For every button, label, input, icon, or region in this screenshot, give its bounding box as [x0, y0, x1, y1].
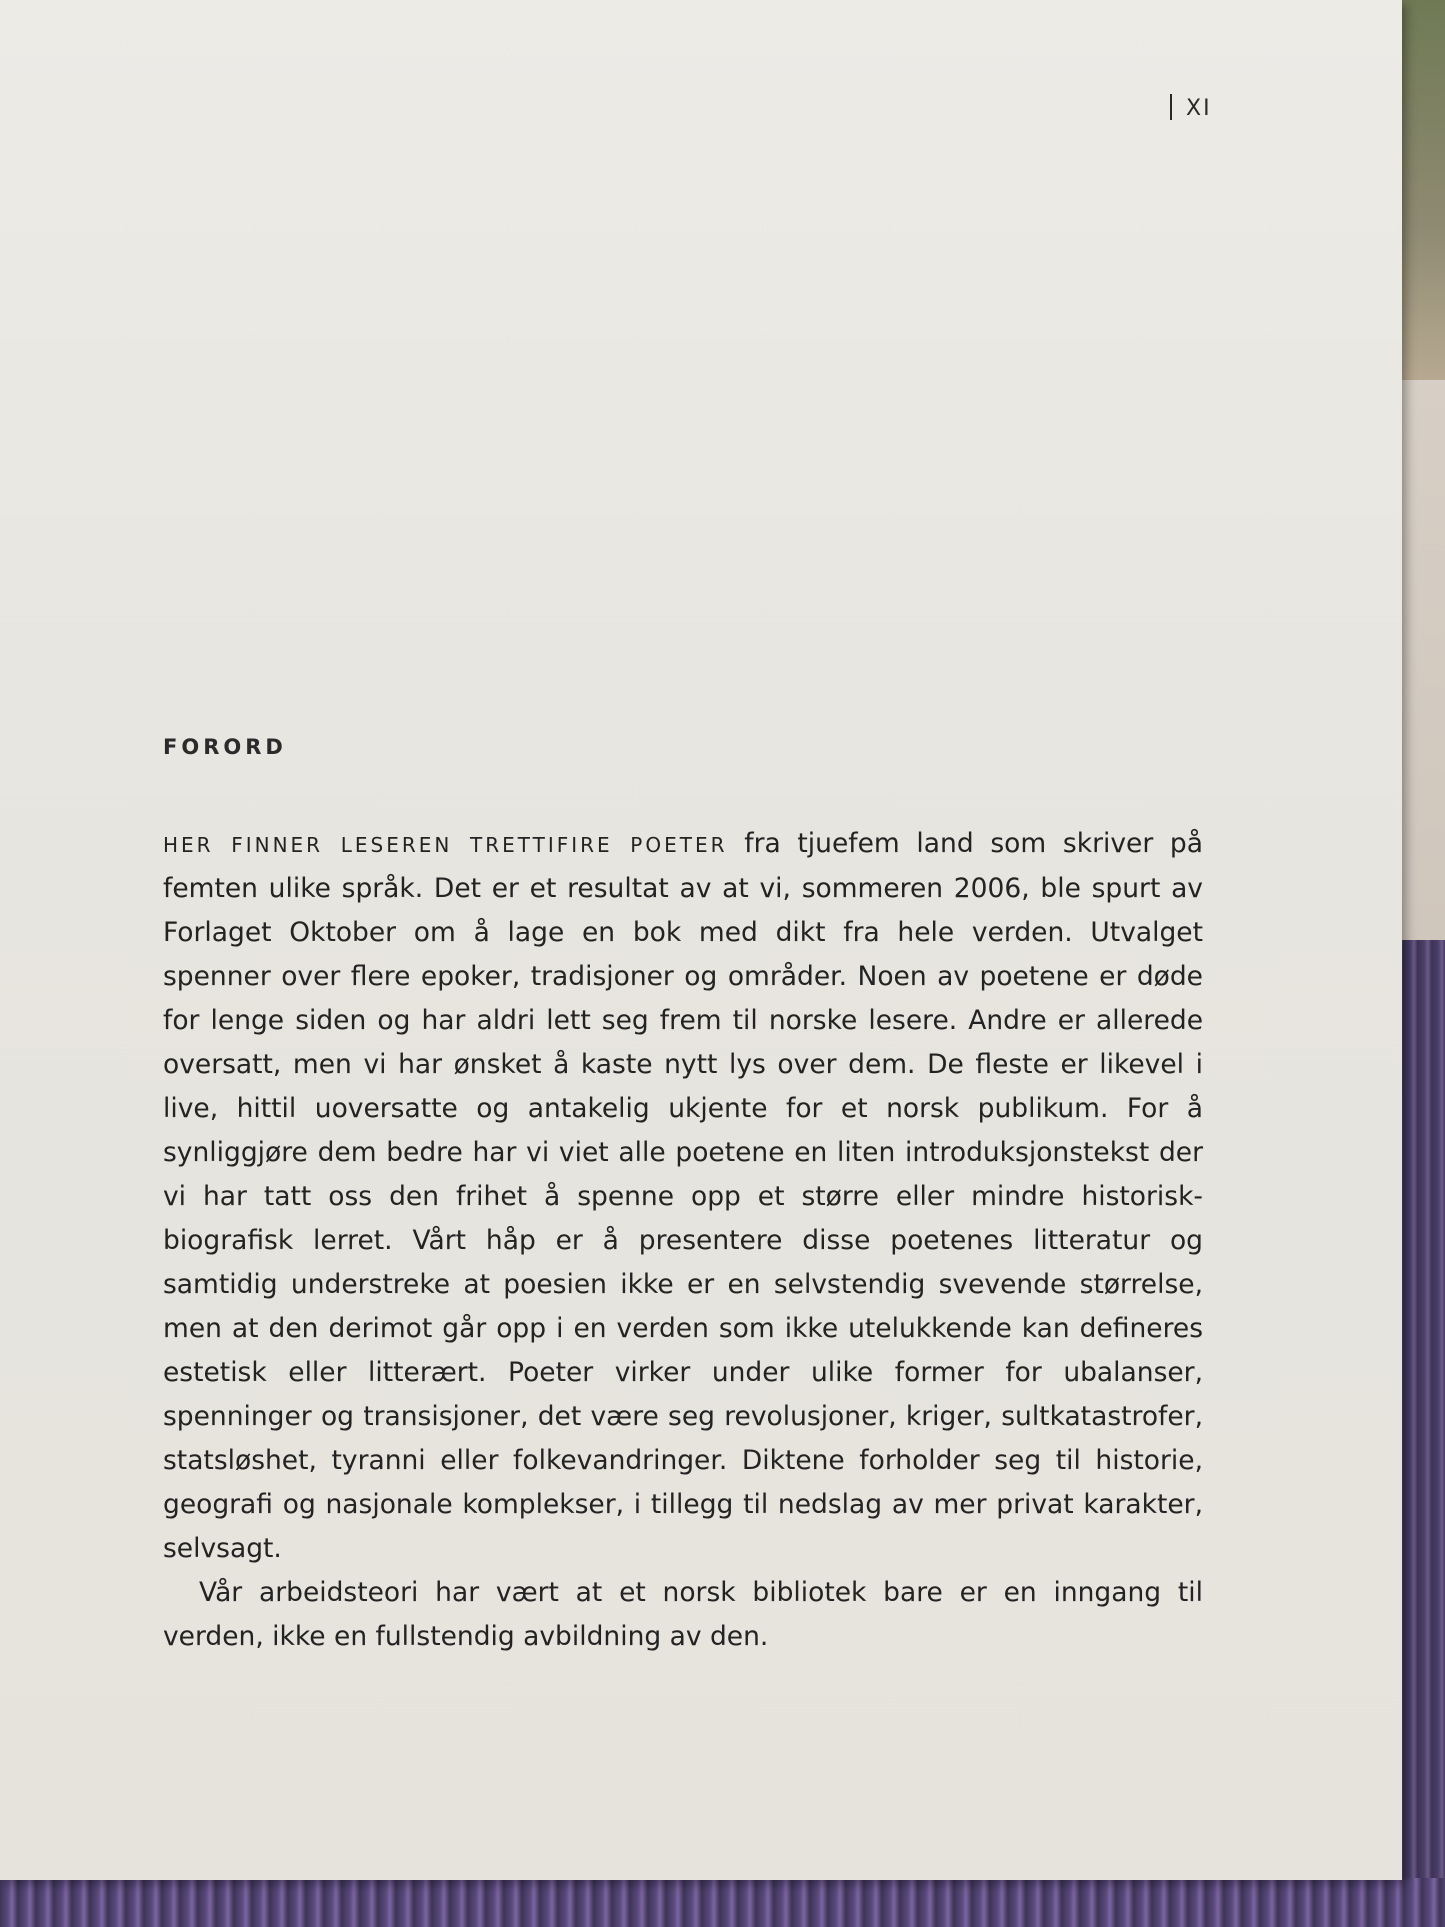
body-text [163, 822, 1203, 1659]
background-cloth-bottom [0, 1878, 1445, 1927]
chapter-heading: FORORD [163, 735, 287, 759]
page-number-divider [1170, 94, 1172, 120]
paragraph-lead-in: HER FINNER LESEREN TRETTIFIRE POETER [163, 833, 728, 857]
paragraph-1 [163, 822, 1203, 1571]
page-number [1170, 94, 1212, 121]
paragraph-1-text: fra tjuefem land som skriver på femten ulike språk. Det er et resultat av at vi, sommeren 2006, ble spurt av Forlaget Oktober om å lage en bok med dikt fra hele verden. Utvalget spenner over flere epoker, tradisjoner og områder. Noen av poetene er døde for lenge siden og har aldri lett seg frem til norske lesere. Andre er allerede oversatt, men vi har ønsket å kaste nytt lys over dem. De fleste er likevel i live, hittil uoversatte og antakelig ukjente for et norsk publikum. For å synliggjøre dem bedre har vi viet alle poetene en liten introduksjonstekst der vi har tatt oss den frihet å spenne opp et større eller mindre historisk-biografisk lerret. Vårt håp er å presentere disse poetenes litteratur og samtidig understreke at poesien ikke er en selvstendig svevende størrelse, men at den derimot går opp i en verden som ikke utelukkende kan defineres estetisk eller litterært. Poeter virker under ulike former for ubalanser, spenninger og transisjoner, det være seg revolusjoner, kriger, sultkatastrofer, statsløshet, tyranni eller folkevandringer. Diktene forholder seg til historie, geografi og nasjonale komplekser, i tillegg til nedslag av mer privat karakter, selvsagt. [163, 828, 1203, 1564]
page-number-text: XI [1186, 96, 1212, 121]
background-wall [1400, 380, 1445, 940]
paragraph-2: Vår arbeidsteori har vært at et norsk bibliotek bare er en inngang til verden, ikke en fullstendig avbildning av den. [163, 1577, 1203, 1652]
